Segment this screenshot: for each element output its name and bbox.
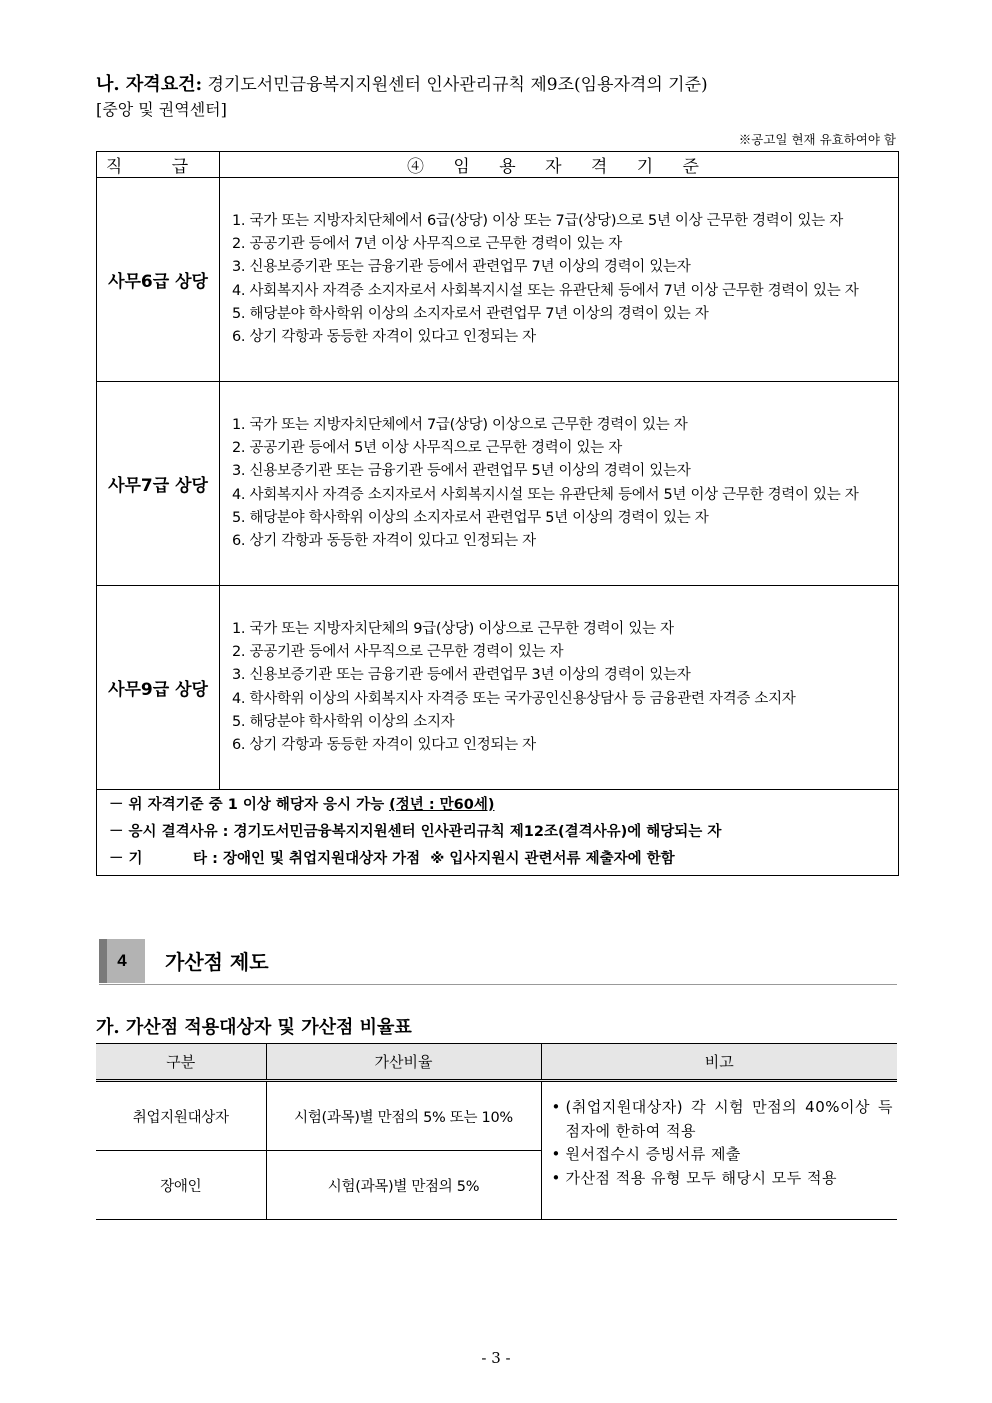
grade-header: 직 급 <box>97 152 220 178</box>
criteria-item: 4. 학사학위 이상의 사회복지사 자격증 또는 국가공인신용상담사 등 금융관련 자격증 소지자 <box>232 690 796 707</box>
criteria-item: 6. 상기 각항과 동등한 자격이 있다고 인정되는 자 <box>232 533 536 550</box>
criteria-item: 1. 국가 또는 지방자치단체에서 7급(상당) 이상으로 근무한 경력이 있는 자 <box>232 416 688 433</box>
criteria-item: 2. 공공기관 등에서 사무직으로 근무한 경력이 있는 자 <box>232 643 564 660</box>
criteria-item: 2. 공공기관 등에서 5년 이상 사무직으로 근무한 경력이 있는 자 <box>232 439 622 456</box>
remark-item <box>552 1167 894 1191</box>
header-rate: 가산비율 <box>266 1044 541 1081</box>
table-footer <box>97 790 899 876</box>
category-cell: 취업지원대상자 <box>96 1081 266 1151</box>
bullet-icon: • <box>551 1168 561 1187</box>
qualification-table-header <box>97 152 899 178</box>
section-title: 가산점 제도 <box>165 950 269 974</box>
criteria-item: 3. 신용보증기관 또는 금융기관 등에서 관련업무 3년 이상의 경력이 있는자 <box>232 667 691 684</box>
section-na-label: 나. 자격요건: <box>96 74 203 95</box>
section-box-accent <box>99 939 107 983</box>
validity-note: ※공고일 현재 유효하여야 함 <box>738 132 896 147</box>
page-number: - 3 - <box>481 1349 511 1367</box>
section-divider <box>99 984 897 985</box>
subsection-title: 가. 가산점 적용대상자 및 가산점 비율표 <box>96 1017 412 1038</box>
criteria-header: ④ 임 용 자 격 기 준 <box>220 152 899 178</box>
table-row <box>97 382 899 586</box>
header-remarks: 비고 <box>541 1044 897 1081</box>
criteria-list <box>232 618 898 758</box>
criteria-item: 4. 사회복지사 자격증 소지자로서 사회복지시설 또는 유관단체 등에서 5년 이상 근무한 경력이 있는 자 <box>232 486 859 503</box>
footer-line-eligibility <box>109 792 886 819</box>
eligibility-text: － 위 자격기준 중 1 이상 해당자 응시 가능 <box>109 797 390 813</box>
remarks-cell <box>541 1081 897 1220</box>
bullet-icon: • <box>551 1145 561 1163</box>
footer-line-disqualification: － 응시 결격사유 : 경기도서민금융복지지원센터 인사관리규칙 제12조(결격사유)에 해당되는 자 <box>109 824 722 840</box>
criteria-cell <box>220 178 899 382</box>
section-number: 4 <box>117 951 127 970</box>
criteria-list <box>232 414 898 554</box>
table-row <box>96 1081 897 1151</box>
criteria-item: 3. 신용보증기관 또는 금융기관 등에서 관련업무 5년 이상의 경력이 있는자 <box>232 463 691 480</box>
criteria-item: 2. 공공기관 등에서 7년 이상 사무직으로 근무한 경력이 있는 자 <box>232 235 622 252</box>
criteria-item: 3. 신용보증기관 또는 금융기관 등에서 관련업무 7년 이상의 경력이 있는자 <box>232 259 691 276</box>
table-row <box>97 178 899 382</box>
criteria-item: 6. 상기 각항과 동등한 자격이 있다고 인정되는 자 <box>232 737 536 754</box>
bonus-points-table <box>96 1043 897 1220</box>
criteria-cell <box>220 382 899 586</box>
rate-cell: 시험(과목)별 만점의 5% 또는 10% <box>266 1081 541 1151</box>
retirement-age-note: (정년 : 만60세) <box>389 797 495 813</box>
table-row <box>97 586 899 790</box>
remarks-list <box>552 1096 894 1190</box>
remark-text: 가산점 적용 유형 모두 해당시 모두 적용 <box>565 1168 837 1187</box>
grade-cell: 사무6급 상당 <box>97 178 220 382</box>
criteria-list <box>232 210 898 350</box>
footer-line-other: － 기 타 : 장애인 및 취업지원대상자 가점 ※ 입사지원시 관련서류 제출자에 한함 <box>109 851 675 867</box>
table-footer-row <box>97 790 899 876</box>
remark-text: 원서접수시 증빙서류 제출 <box>565 1145 741 1163</box>
criteria-item: 5. 해당분야 학사학위 이상의 소지자로서 관련업무 7년 이상의 경력이 있는 자 <box>232 305 709 322</box>
bullet-icon: • <box>551 1098 561 1116</box>
remark-item <box>552 1096 894 1143</box>
criteria-item: 5. 해당분야 학사학위 이상의 소지자로서 관련업무 5년 이상의 경력이 있는 자 <box>232 509 709 526</box>
section-na-heading <box>96 70 708 96</box>
category-cell: 장애인 <box>96 1151 266 1220</box>
remark-item <box>552 1143 894 1167</box>
section-na-subtitle: [중앙 및 권역센터] <box>96 100 227 119</box>
criteria-item: 1. 국가 또는 지방자치단체의 9급(상당) 이상으로 근무한 경력이 있는 자 <box>232 620 674 637</box>
rate-cell: 시험(과목)별 만점의 5% <box>266 1151 541 1220</box>
section-na-title-text: 경기도서민금융복지지원센터 인사관리규칙 제9조(임용자격의 기준) <box>207 75 708 95</box>
criteria-item: 1. 국가 또는 지방자치단체에서 6급(상당) 이상 또는 7급(상당)으로 5년 이상 근무한 경력이 있는 자 <box>232 212 843 229</box>
criteria-item: 4. 사회복지사 자격증 소지자로서 사회복지시설 또는 유관단체 등에서 7년 이상 근무한 경력이 있는 자 <box>232 282 859 299</box>
grade-cell: 사무7급 상당 <box>97 382 220 586</box>
criteria-item: 5. 해당분야 학사학위 이상의 소지자 <box>232 713 455 730</box>
grade-cell: 사무9급 상당 <box>97 586 220 790</box>
criteria-item: 6. 상기 각항과 동등한 자격이 있다고 인정되는 자 <box>232 329 536 346</box>
criteria-cell <box>220 586 899 790</box>
remark-text: (취업지원대상자) 각 시험 만점의 40%이상 득점자에 한하여 적용 <box>565 1098 893 1140</box>
qualification-table <box>96 151 899 876</box>
header-category: 구분 <box>96 1044 266 1081</box>
bonus-table-header <box>96 1044 897 1081</box>
